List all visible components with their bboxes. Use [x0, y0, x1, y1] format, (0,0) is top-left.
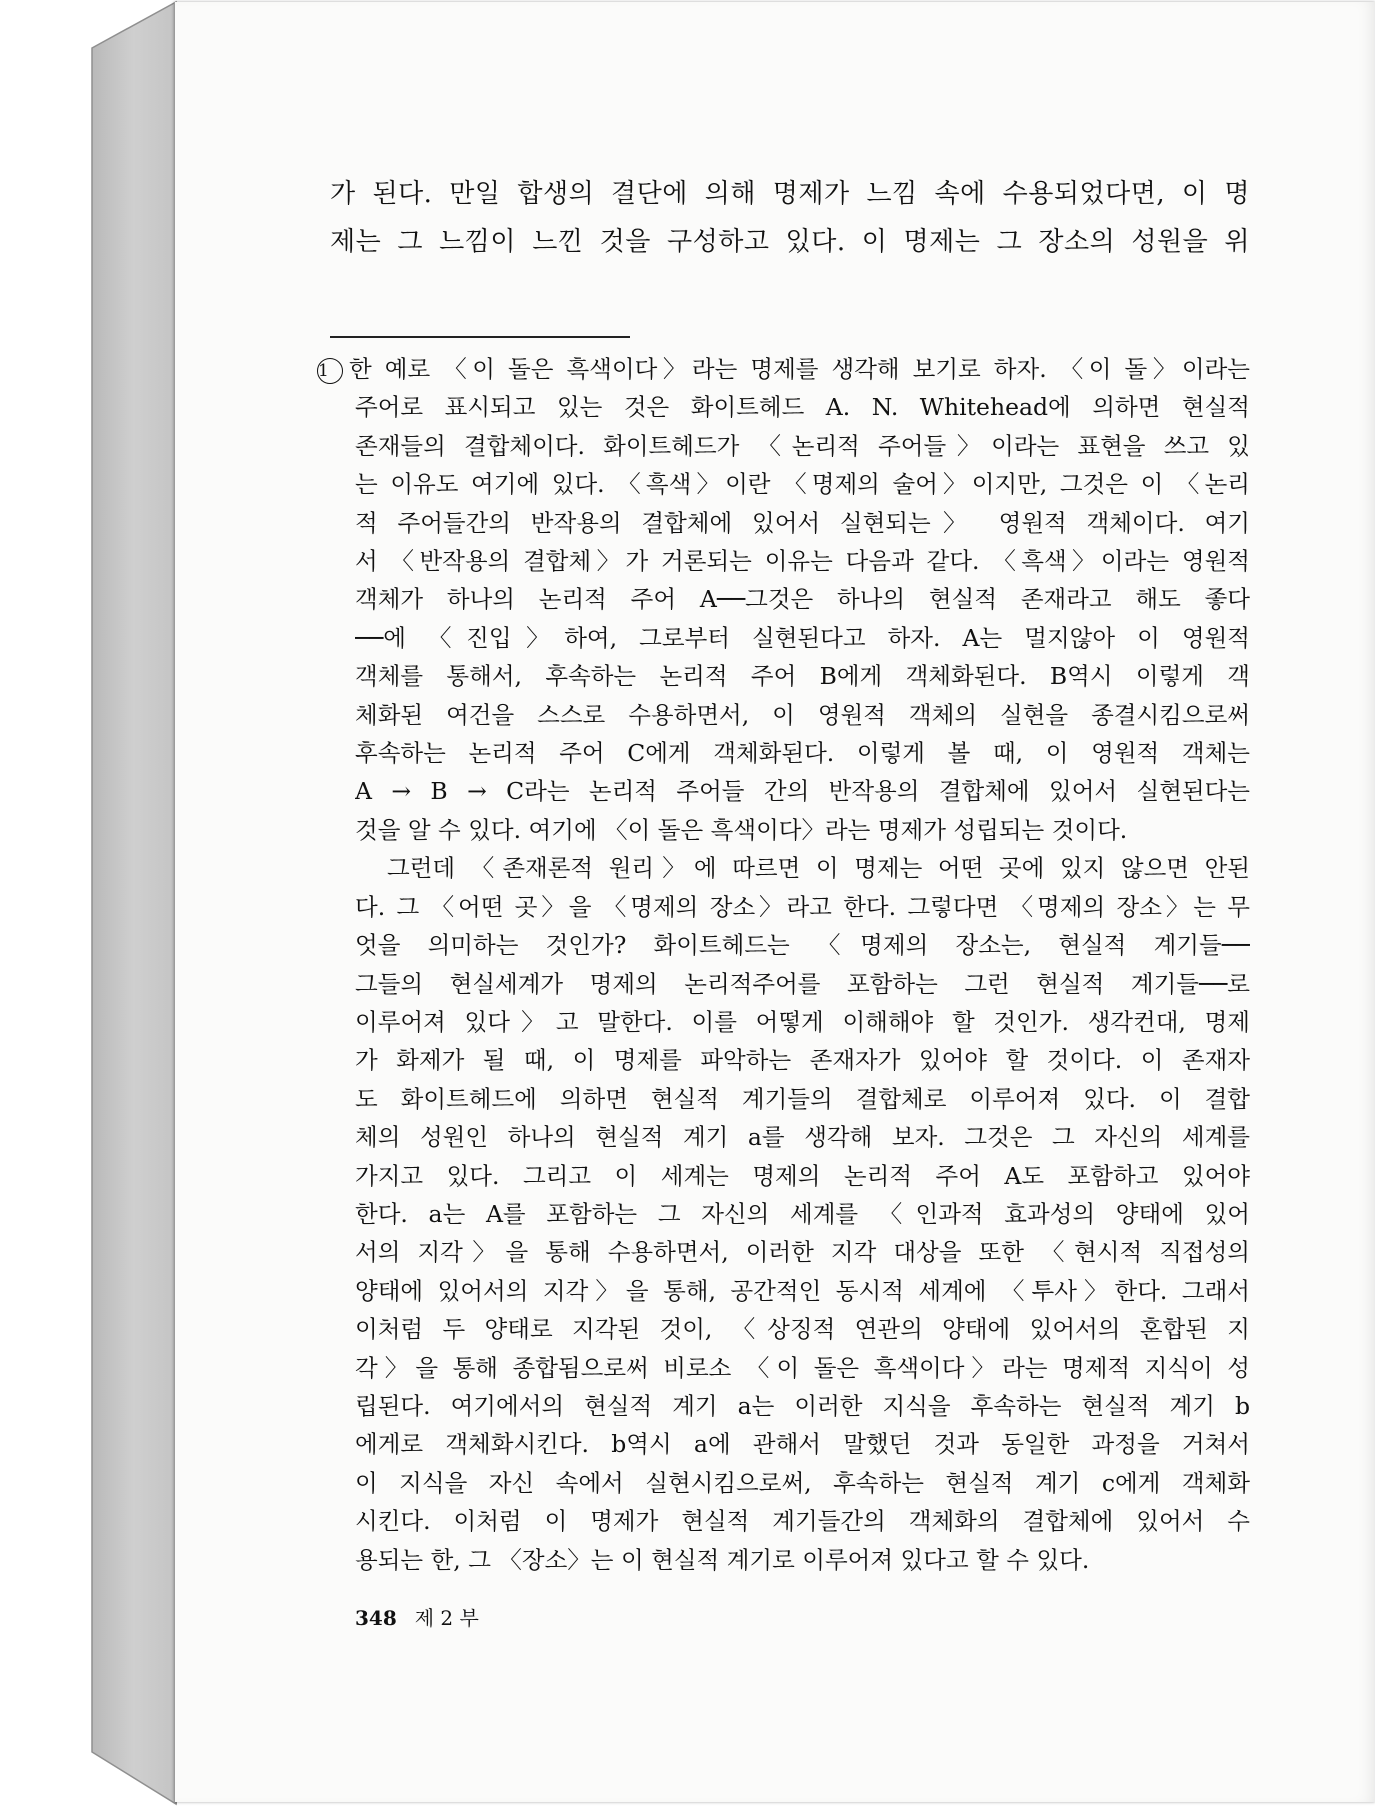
- text-line: 후속하는 논리적 주어 C에게 객체화된다. 이렇게 볼 때, 이 영원적 객체는: [355, 739, 1250, 768]
- section-label: 제 2 부: [414, 1606, 479, 1630]
- text-line: 엇을 의미하는 것인가? 화이트헤드는 〈명제의 장소는, 현실적 계기들──: [355, 931, 1250, 960]
- book-spine: [0, 0, 200, 1806]
- text-line: 용되는 한, 그 〈장소〉는 이 현실적 계기로 이루어져 있다고 할 수 있다.: [355, 1545, 1090, 1574]
- text-line: 가 된다. 만일 합생의 결단에 의해 명제가 느낌 속에 수용되었다면, 이 명: [330, 179, 1250, 209]
- text-line: 양태에 있어서의 지각〉을 통해, 공간적인 동시적 세계에 〈투사〉한다. 그래서: [355, 1276, 1250, 1305]
- text-line: 는 이유도 여기에 있다. 〈흑색〉이란 〈명제의 술어〉이지만, 그것은 이 〈논리: [355, 470, 1250, 499]
- text-line: 에게로 객체화시킨다. b역시 a에 관해서 말했던 것과 동일한 과정을 거쳐서: [355, 1430, 1250, 1459]
- text-line: 이처럼 두 양태로 지각된 것이, 〈상징적 연관의 양태에 있어서의 혼합된 지: [355, 1315, 1250, 1344]
- text-line: 객체를 통해서, 후속하는 논리적 주어 B에게 객체화된다. B역시 이렇게 객: [355, 662, 1250, 691]
- text-line: 주어로 표시되고 있는 것은 화이트헤드 A. N. Whitehead에 의하면 현실적: [355, 393, 1250, 422]
- text-line: 한다. a는 A를 포함하는 그 자신의 세계를 〈인과적 효과성의 양태에 있어: [355, 1199, 1250, 1228]
- text-line: 서 〈반작용의 결합체〉가 거론되는 이유는 다음과 같다. 〈흑색〉이라는 영원적: [355, 547, 1250, 576]
- text-line: 다. 그 〈어떤 곳〉을 〈명제의 장소〉라고 한다. 그렇다면 〈명제의 장소〉는 무: [355, 892, 1250, 921]
- text-line: 존재들의 결합체이다. 화이트헤드가 〈논리적 주어들〉이라는 표현을 쓰고 있: [355, 431, 1250, 460]
- main-paragraph: [330, 170, 1250, 266]
- text-line: 이 지식을 자신 속에서 실현시킴으로써, 후속하는 현실적 계기 c에게 객체화: [355, 1468, 1250, 1497]
- text-line: 가지고 있다. 그리고 이 세계는 명제의 논리적 주어 A도 포함하고 있어야: [355, 1161, 1250, 1190]
- text-line: 립된다. 여기에서의 현실적 계기 a는 이러한 지식을 후속하는 현실적 계기 b: [355, 1391, 1250, 1420]
- text-line: 시킨다. 이처럼 이 명제가 현실적 계기들간의 객체화의 결합체에 있어서 수: [355, 1507, 1250, 1536]
- text-line: 도 화이트헤드에 의하면 현실적 계기들의 결합체로 이루어져 있다. 이 결합: [355, 1084, 1250, 1113]
- footnote: [318, 350, 1250, 1579]
- text-line: 서의 지각〉을 통해 수용하면서, 이러한 지각 대상을 또한 〈현시적 직접성의: [355, 1238, 1250, 1267]
- page-number: 348: [355, 1606, 397, 1630]
- page-footer: [355, 1602, 479, 1631]
- footnote-first-line: [317, 350, 1250, 388]
- text-line: 그들의 현실세계가 명제의 논리적주어를 포함하는 그런 현실적 계기들──로: [355, 969, 1250, 998]
- text-line: ──에 〈진입〉하여, 그로부터 실현된다고 하자. A는 멀지않아 이 영원적: [355, 623, 1250, 652]
- text-line: 제는 그 느낌이 느낀 것을 구성하고 있다. 이 명제는 그 장소의 성원을 위: [330, 227, 1250, 257]
- text-line: 가 화제가 될 때, 이 명제를 파악하는 존재자가 있어야 할 것이다. 이 존재자: [355, 1046, 1250, 1075]
- text-line: 체의 성원인 하나의 현실적 계기 a를 생각해 보자. 그것은 그 자신의 세계를: [355, 1123, 1250, 1152]
- footnote-divider: [330, 336, 630, 338]
- text-line: A → B → C라는 논리적 주어들 간의 반작용의 결합체에 있어서 실현된다는: [355, 777, 1250, 806]
- text-line: 것을 알 수 있다. 여기에 〈이 돌은 흑색이다〉라는 명제가 성립되는 것이다.: [355, 815, 1128, 844]
- text-line: 객체가 하나의 논리적 주어 A──그것은 하나의 현실적 존재라고 해도 좋다: [355, 585, 1250, 614]
- text-line: 각〉을 통해 종합됨으로써 비로소 〈이 돌은 흑색이다〉라는 명제적 지식이 성: [355, 1353, 1250, 1382]
- text-line: 한 예로 〈이 돌은 흑색이다〉라는 명제를 생각해 보기로 하자. 〈이 돌〉이라는: [349, 355, 1250, 383]
- text-line: 적 주어들간의 반작용의 결합체에 있어서 실현되는〉 영원적 객체이다. 여기: [355, 508, 1250, 537]
- book-page: [174, 2, 1375, 1802]
- footnote-marker: 1: [317, 358, 343, 384]
- text-line: 체화된 여건을 스스로 수용하면서, 이 영원적 객체의 실현을 종결시킴으로써: [355, 700, 1250, 729]
- text-line: 이루어져 있다〉고 말한다. 이를 어떻게 이해해야 할 것인가. 생각컨대, 명제: [355, 1007, 1250, 1036]
- text-line: 그런데 〈존재론적 원리〉에 따르면 이 명제는 어떤 곳에 있지 않으면 안된: [387, 854, 1250, 883]
